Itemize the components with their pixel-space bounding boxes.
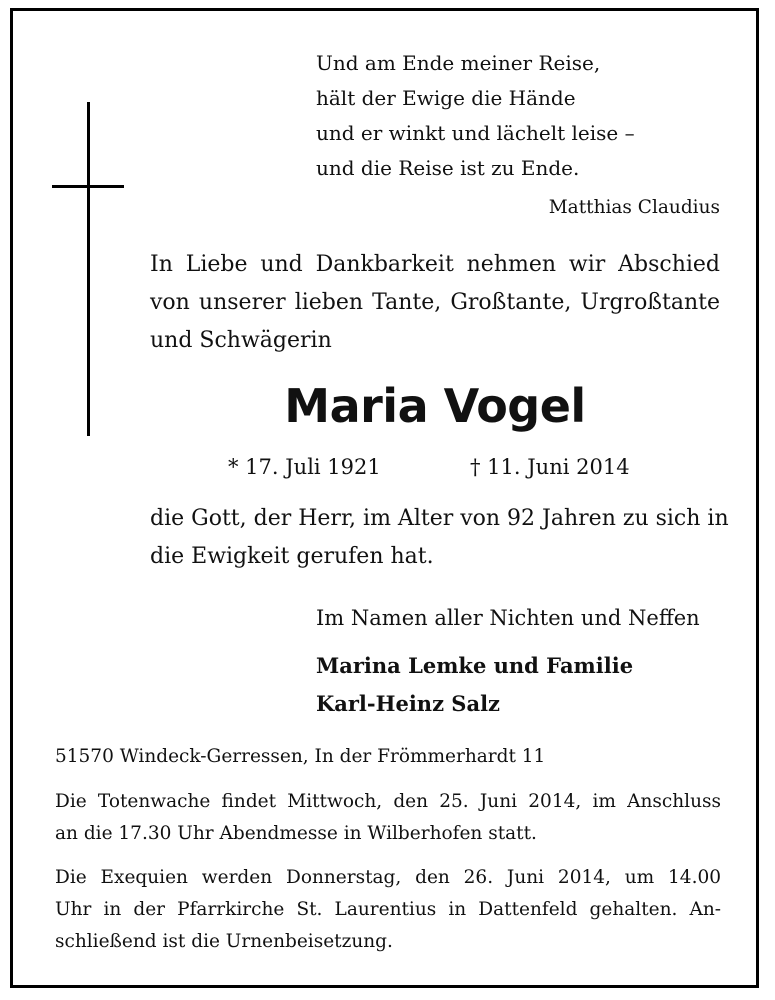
intro-text [150,246,720,360]
wake-info [55,786,721,850]
funeral-line: schließend ist die Urnenbeisetzung. [55,931,393,952]
deceased-name: Maria Vogel [284,379,586,433]
address: 51570 Windeck-Gerressen, In der Frömmerhardt 11 [55,746,546,767]
wake-line: an die 17.30 Uhr Abendmesse in Wilberhofen statt. [55,823,537,844]
cross-horizontal-bar [52,185,124,188]
cross-vertical-bar [87,102,90,436]
signer-name: Marina Lemke und Familie [316,653,634,678]
intro-line: von unserer lieben Tante, Großtante, Urgroßtante [150,290,720,315]
funeral-info [55,862,721,958]
poem [316,46,635,186]
poem-line: und die Reise ist zu Ende. [316,156,580,180]
signer-name: Karl-Heinz Salz [316,691,500,716]
poem-line: Und am Ende meiner Reise, [316,51,601,75]
wake-line: Die Totenwache findet Mittwoch, den 25. Juni 2014, im Anschluss [55,791,721,812]
funeral-line: Die Exequien werden Donnerstag, den 26. Juni 2014, um 14.00 [55,867,721,888]
called-line: die Ewigkeit gerufen hat. [150,544,434,569]
birth-date: * 17. Juli 1921 [228,455,381,479]
poem-line: und er winkt und lächelt leise – [316,121,635,145]
called-text [150,500,729,576]
death-date: † 11. Juni 2014 [470,455,630,479]
funeral-line: Uhr in der Pfarrkirche St. Laurentius in Dattenfeld gehalten. An- [55,899,721,920]
poem-author: Matthias Claudius [548,197,720,218]
mourners-behalf: Im Namen aller Nichten und Neffen [316,606,700,630]
poem-line: hält der Ewige die Hände [316,86,576,110]
intro-line: In Liebe und Dankbarkeit nehmen wir Abschied [150,252,720,277]
called-line: die Gott, der Herr, im Alter von 92 Jahren zu sich in [150,506,729,531]
intro-line: und Schwägerin [150,328,332,353]
